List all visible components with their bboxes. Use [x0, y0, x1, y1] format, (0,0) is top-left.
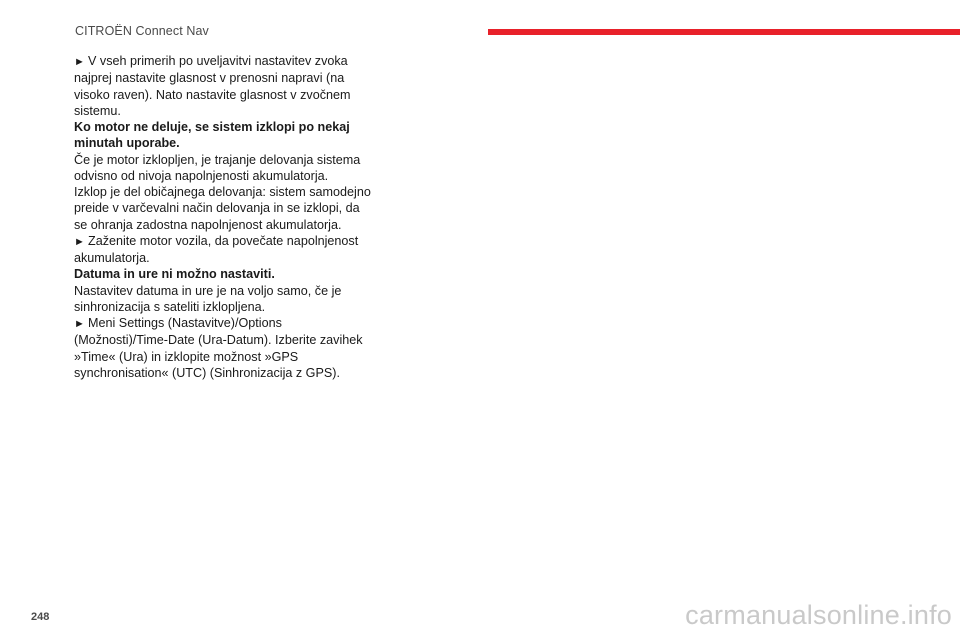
bullet-arrow-icon: ► — [74, 235, 85, 248]
manual-text-column — [74, 53, 374, 381]
page-header-title: CITROËN Connect Nav — [75, 24, 209, 38]
bullet-arrow-icon: ► — [74, 56, 85, 68]
paragraph-6: Nastavitev datuma in ure je na voljo samo, če je sinhronizacija s sateliti izklopljena. — [74, 283, 342, 314]
paragraph-text: Zaženite motor vozila, da povečate napolnjenost akumulatorja. — [74, 233, 359, 265]
paragraph-4 — [74, 233, 374, 267]
paragraph-text: V vseh primerih po uveljavitvi nastavitev zvoka najprej nastavite glasnost v prenosni napravi (na visoko raven). Nato nastavite glasnost v zvočnem sistemu. — [74, 54, 351, 118]
page-number: 248 — [31, 611, 50, 623]
paragraph-3: Izklop je del običajnega delovanja: sistem samodejno preide v varčevalni način delovanja in se izklopi, da se ohranja zadostna napolnjenost akumulatorja. — [74, 185, 371, 232]
paragraph-2: Če je motor izklopljen, je trajanje delovanja sistema odvisno od nivoja napolnjenosti akumulatorja. — [74, 152, 361, 183]
bullet-arrow-icon: ► — [74, 318, 85, 330]
paragraph-text: Meni Settings (Nastavitve)/Options (Možnosti)/Time-Date (Ura-Datum). Izberite zavihek »Time« (Ura) in izklopite možnost »GPS synchronisation« (UTC) (Sinhronizacija z GPS). — [74, 316, 363, 380]
paragraph-0 — [74, 53, 374, 119]
paragraph-7 — [74, 315, 374, 381]
watermark-text: carmanualsonline.info — [685, 600, 952, 630]
paragraph-5: Datuma in ure ni možno nastaviti. — [74, 267, 275, 282]
header-accent-bar — [488, 29, 960, 35]
paragraph-1: Ko motor ne deluje, se sistem izklopi po nekaj minutah uporabe. — [74, 120, 350, 151]
